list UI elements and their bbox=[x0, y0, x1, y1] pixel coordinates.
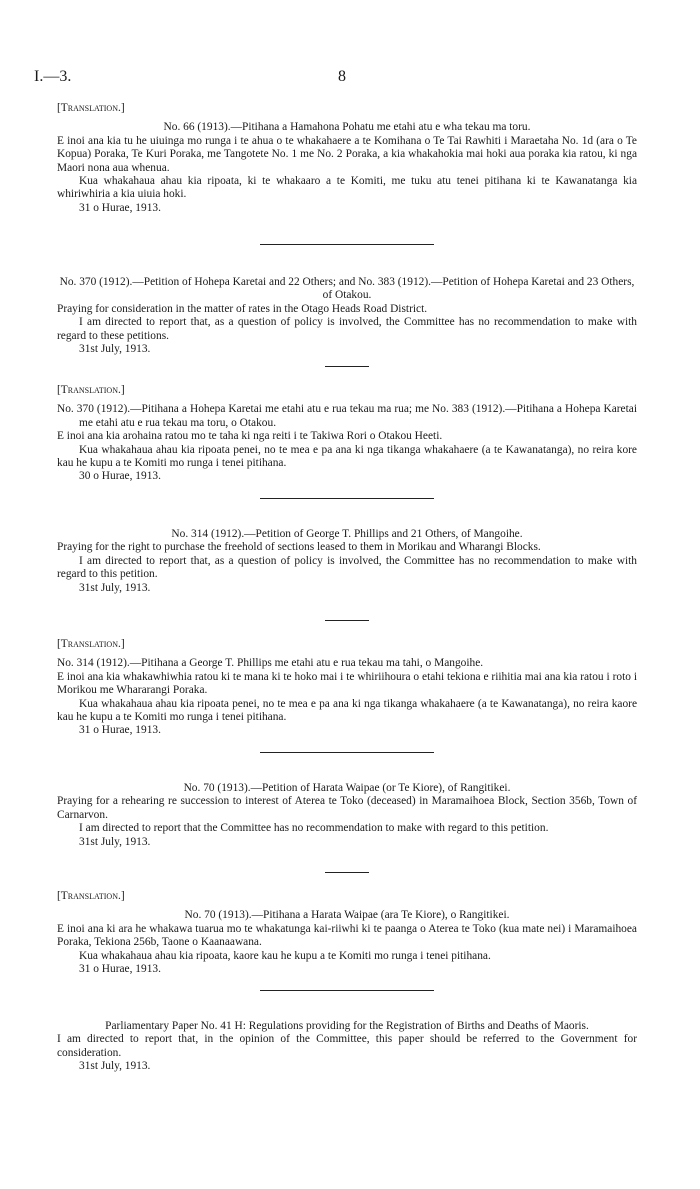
prayer-text: E inoi ana kia arohaina ratou mo te taha ki nga reiti i te Takiwa Rori o Otakou Heeti. bbox=[57, 430, 443, 443]
page-header bbox=[34, 68, 670, 90]
section-parliamentary-paper-41h bbox=[57, 1020, 637, 1074]
section-heading: No. 70 (1913).—Petition of Harata Waipae (or Te Kiore), of Rangitikei. bbox=[183, 782, 511, 794]
report-date: 31 o Hurae, 1913. bbox=[79, 963, 161, 976]
section-divider bbox=[325, 620, 369, 621]
translation-label: [Translation.] bbox=[57, 638, 125, 650]
report-text: Kua whakahaua ahau kia ripoata, kaore kau he kupu a te Komiti mo runga i tenei pitihana. bbox=[79, 949, 491, 962]
report-text: I am directed to report that, as a question of policy is involved, the Committee has no recommendation to make with regard to these petitions. bbox=[57, 316, 637, 342]
prayer-text: E inoi ana kia tu he uiuinga mo runga i te ahua o te whakahaere a te Komihana o Te Tai Rawhiti i Maraetaha No. 1d (ara o Te Kopua) Poraka, Te Kuri Poraka, me Tangotete No. 1 me No. 2 Poraka, a kia whakahokia mai hoki aua poraka kia ratou, ki nga Maori nona aua whenua. bbox=[57, 134, 637, 174]
prayer-text: E inoi ana ki ara he whakawa tuarua mo te whakatunga kai-riiwhi ki te paanga o Aterea te Toko (kua mate nei) i Maramaihoea Poraka, Tekiona 256b, Taone o Kaanaawana. bbox=[57, 922, 637, 949]
report-text: I am directed to report that the Committee has no recommendation to make with regard to this petition. bbox=[79, 822, 549, 835]
report-date: 31 o Hurae, 1913. bbox=[79, 201, 161, 214]
report-date: 31st July, 1913. bbox=[79, 581, 151, 594]
report-date: 31st July, 1913. bbox=[79, 1060, 151, 1073]
section-heading: No. 66 (1913).—Pitihana a Hamahona Pohatu me etahi atu e wha tekau ma toru. bbox=[163, 121, 531, 134]
section-petition-70-translation bbox=[57, 890, 637, 976]
prayer-text: Praying for consideration in the matter of rates in the Otago Heads Road District. bbox=[57, 302, 428, 315]
prayer-text: E inoi ana kia whakawhiwhia ratou ki te mana ki te hoko mai i te whiriihoura o etahi tekiona e riihitia mai ana kia ratou i roto i Morikou me Whararangi Poraka. bbox=[57, 670, 637, 697]
report-date: 31 o Hurae, 1913. bbox=[79, 724, 161, 737]
section-heading: No. 370 (1912).—Petition of Hohepa Karetai and 22 Others; and No. 383 (1912).—Petition of Hohepa Karetai and 23 Others, of Otakou. bbox=[59, 276, 635, 302]
section-heading: No. 314 (1912).—Petition of George T. Phillips and 21 Others, of Mangoihe. bbox=[171, 528, 523, 540]
section-petition-70-english bbox=[57, 782, 637, 849]
section-petition-314-english bbox=[57, 528, 637, 595]
section-heading: No. 70 (1913).—Pitihana a Harata Waipae (ara Te Kiore), o Rangitikei. bbox=[184, 909, 510, 922]
section-divider bbox=[260, 990, 434, 991]
section-petition-314-translation bbox=[57, 638, 637, 738]
section-heading: No. 314 (1912).—Pitihana a George T. Phillips me etahi atu e rua tekau ma tahi, o Mangoihe. bbox=[57, 657, 484, 670]
section-heading: No. 370 (1912).—Pitihana a Hohepa Karetai me etahi atu e rua tekau ma rua; me No. 383 (1912).—Pitihana a Hohepa Karetai me etahi atu e rua tekau ma toru, o Otakou. bbox=[57, 403, 637, 429]
translation-label: [Translation.] bbox=[57, 102, 125, 114]
report-text: I am directed to report that, as a question of policy is involved, the Committee has no recommendation to make with regard to this petition. bbox=[57, 554, 637, 581]
paper-reference: I.—3. bbox=[34, 68, 72, 85]
section-divider bbox=[260, 498, 434, 499]
report-date: 30 o Hurae, 1913. bbox=[79, 470, 161, 483]
prayer-text: Praying for a rehearing re succession to interest of Aterea te Toko (deceased) in Maramaihoea Block, Section 356b, Town of Carnarvon. bbox=[57, 795, 637, 821]
translation-label: [Translation.] bbox=[57, 384, 125, 396]
translation-label: [Translation.] bbox=[57, 890, 125, 902]
section-petition-370-english bbox=[57, 276, 637, 356]
section-divider bbox=[260, 752, 434, 753]
report-text: I am directed to report that, in the opinion of the Committee, this paper should be referred to the Government for consideration. bbox=[57, 1033, 637, 1059]
report-text: Kua whakahaua ahau kia ripoata, ki te whakaaro a te Komiti, me tuku atu tenei pitihana ki te Kawanatanga kia whiriwhiria a kia uiuia hoki. bbox=[57, 175, 637, 201]
section-petition-66-translation bbox=[57, 102, 637, 215]
report-date: 31st July, 1913. bbox=[79, 835, 151, 848]
report-date: 31st July, 1913. bbox=[79, 343, 151, 356]
page-number: 8 bbox=[338, 68, 346, 85]
section-divider bbox=[325, 366, 369, 367]
report-text: Kua whakahaua ahau kia ripoata penei, no te mea e pa ana ki nga tikanga whakahaere (a te Kawanatanga), no reira kore kau he kupu a te Komiti mo runga i tenei pitihana. bbox=[57, 443, 637, 470]
section-divider bbox=[325, 872, 369, 873]
report-text: Kua whakahaua ahau kia ripoata penei, no te mea e pa ana ki nga tikanga whakahaere (a te Kawanatanga), no reira kaore kau he kupu a te Komiti mo runga i tenei pitihana. bbox=[57, 697, 637, 724]
section-heading: Parliamentary Paper No. 41 H: Regulations providing for the Registration of Births and Deaths of Maoris. bbox=[105, 1020, 589, 1032]
prayer-text: Praying for the right to purchase the freehold of sections leased to them in Morikau and Wharangi Blocks. bbox=[57, 541, 541, 554]
section-petition-370-translation bbox=[57, 384, 637, 484]
section-divider bbox=[260, 244, 434, 245]
